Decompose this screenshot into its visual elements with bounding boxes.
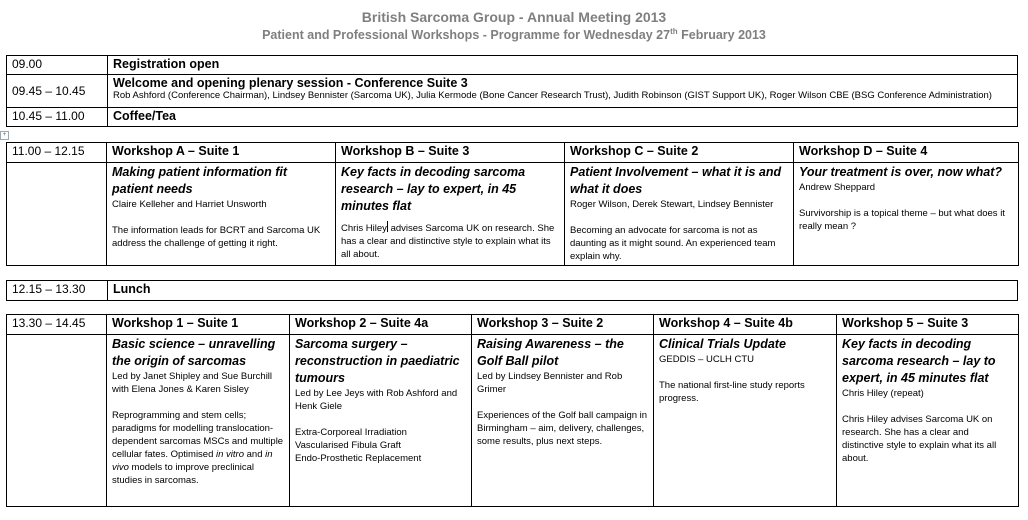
workshop-title: Raising Awareness – the Golf Ball pilot bbox=[477, 337, 624, 368]
table-move-handle[interactable]: + bbox=[0, 131, 9, 140]
workshop-title: Sarcoma surgery – reconstruction in paediatric tumours bbox=[295, 337, 460, 385]
workshop-heading: Workshop A – Suite 1 bbox=[107, 143, 336, 163]
table-row bbox=[7, 315, 1019, 335]
session-title: Coffee/Tea bbox=[108, 108, 1018, 127]
morning-schedule-table bbox=[6, 55, 1018, 127]
table-row bbox=[7, 163, 1019, 266]
workshop-heading: Workshop 5 – Suite 3 bbox=[837, 315, 1019, 335]
workshop-description: Survivorship is a topical theme – but what does it really mean ? bbox=[799, 208, 1005, 232]
workshop-cell bbox=[107, 335, 290, 507]
session-cell bbox=[108, 75, 1018, 108]
workshop-cell bbox=[654, 335, 837, 507]
session-title: Welcome and opening plenary session - Conference Suite 3 bbox=[113, 76, 468, 90]
session-speakers: Rob Ashford (Conference Chairman), Lindsey Bennister (Sarcoma UK), Julia Kermode (Bone Cancer Research Trust), Judith Robinson (GIST Support UK), Roger Wilson CBE (BSG Conference Administration) bbox=[113, 90, 992, 101]
workshop-title: Your treatment is over, now what? bbox=[799, 165, 1003, 179]
workshop-description: The information leads for BCRT and Sarcoma UK address the challenge of getting it right. bbox=[112, 225, 321, 249]
empty-cell bbox=[7, 163, 107, 266]
document-subtitle: Patient and Professional Workshops - Programme for Wednesday 27th February 2013 bbox=[262, 27, 766, 43]
table-row bbox=[7, 75, 1018, 108]
workshop-title: Key facts in decoding sarcoma research – lay to expert, in 45 minutes flat bbox=[842, 337, 996, 385]
time-cell: 09.45 – 10.45 bbox=[7, 75, 108, 108]
session-title: Registration open bbox=[108, 56, 1018, 75]
workshop-heading: Workshop C – Suite 2 bbox=[565, 143, 794, 163]
table-row bbox=[7, 281, 1018, 301]
workshop-heading: Workshop B – Suite 3 bbox=[336, 143, 565, 163]
session1-table bbox=[6, 142, 1019, 266]
workshop-speakers: Chris Hiley (repeat) bbox=[842, 388, 924, 399]
workshop-speakers: Claire Kelleher and Harriet Unsworth bbox=[112, 199, 267, 210]
workshop-heading: Workshop D – Suite 4 bbox=[794, 143, 1019, 163]
workshop-cell bbox=[837, 335, 1019, 507]
workshop-cell bbox=[290, 335, 472, 507]
workshop-heading: Workshop 1 – Suite 1 bbox=[107, 315, 290, 335]
workshop-speakers: Led by Lindsey Bennister and Rob Grimer bbox=[477, 371, 623, 395]
workshop-title: Clinical Trials Update bbox=[659, 337, 786, 351]
workshop-description: Chris Hiley advises Sarcoma UK on research. She has a clear and distinctive style to explain what its all about. bbox=[842, 414, 997, 464]
time-cell: 09.00 bbox=[7, 56, 108, 75]
workshop-speakers: Led by Lee Jeys with Rob Ashford and Henk Giele bbox=[295, 388, 458, 412]
document-title: British Sarcoma Group - Annual Meeting 2013 bbox=[361, 9, 667, 25]
workshop-title: Key facts in decoding sarcoma research – lay to expert, in 45 minutes flat bbox=[341, 165, 526, 213]
table-row bbox=[7, 108, 1018, 127]
time-cell: 13.30 – 14.45 bbox=[7, 315, 107, 335]
session-title: Lunch bbox=[108, 281, 1018, 301]
workshop-heading: Workshop 4 – Suite 4b bbox=[654, 315, 837, 335]
workshop-speakers: Andrew Sheppard bbox=[799, 182, 876, 193]
table-row bbox=[7, 143, 1019, 163]
workshop-cell bbox=[565, 163, 794, 266]
workshop-cell bbox=[472, 335, 654, 507]
workshop-description: Reprogramming and stem cells; paradigms for modelling translocation-dependent sarcomas MSCs and multiple cellular fates. Optimised in vitro and in vivo models to improve preclinical studies in sarcomas. bbox=[112, 410, 284, 486]
table-row bbox=[7, 335, 1019, 507]
lunch-table bbox=[6, 280, 1018, 301]
workshop-description: Extra-Corporeal Irradiation Vascularised Fibula Graft Endo-Prosthetic Replacement bbox=[295, 427, 422, 464]
time-cell: 10.45 – 11.00 bbox=[7, 108, 108, 127]
workshop-cell bbox=[794, 163, 1019, 266]
workshop-title: Basic science – unravelling the origin of sarcomas bbox=[112, 337, 276, 368]
workshop-speakers: Led by Janet Shipley and Sue Burchill with Elena Jones & Karen Sisley bbox=[112, 371, 273, 395]
workshop-speakers: Roger Wilson, Derek Stewart, Lindsey Bennister bbox=[570, 199, 774, 210]
workshop-title: Making patient information fit patient needs bbox=[112, 165, 287, 196]
time-cell: 11.00 – 12.15 bbox=[7, 143, 107, 163]
time-cell: 12.15 – 13.30 bbox=[7, 281, 108, 301]
workshop-cell bbox=[107, 163, 336, 266]
empty-cell bbox=[7, 335, 107, 507]
workshop-title: Patient Involvement – what it is and what it does bbox=[570, 165, 782, 196]
workshop-speakers: GEDDIS – UCLH CTU bbox=[659, 354, 755, 365]
workshop-cell bbox=[336, 163, 565, 266]
workshop-description: The national first-line study reports progress. bbox=[659, 380, 805, 404]
workshop-description: Experiences of the Golf ball campaign in Birmingham – aim, delivery, challenges, some results, plus next steps. bbox=[477, 410, 648, 447]
table-row bbox=[7, 56, 1018, 75]
workshop-heading: Workshop 2 – Suite 4a bbox=[290, 315, 472, 335]
workshop-heading: Workshop 3 – Suite 2 bbox=[472, 315, 654, 335]
workshop-description: Chris Hiley advises Sarcoma UK on research. She has a clear and distinctive style to explain what its all about. bbox=[341, 223, 555, 260]
workshop-description: Becoming an advocate for sarcoma is not as daunting as it might sound. An experienced team explain why. bbox=[570, 225, 776, 262]
session2-table bbox=[6, 314, 1019, 507]
